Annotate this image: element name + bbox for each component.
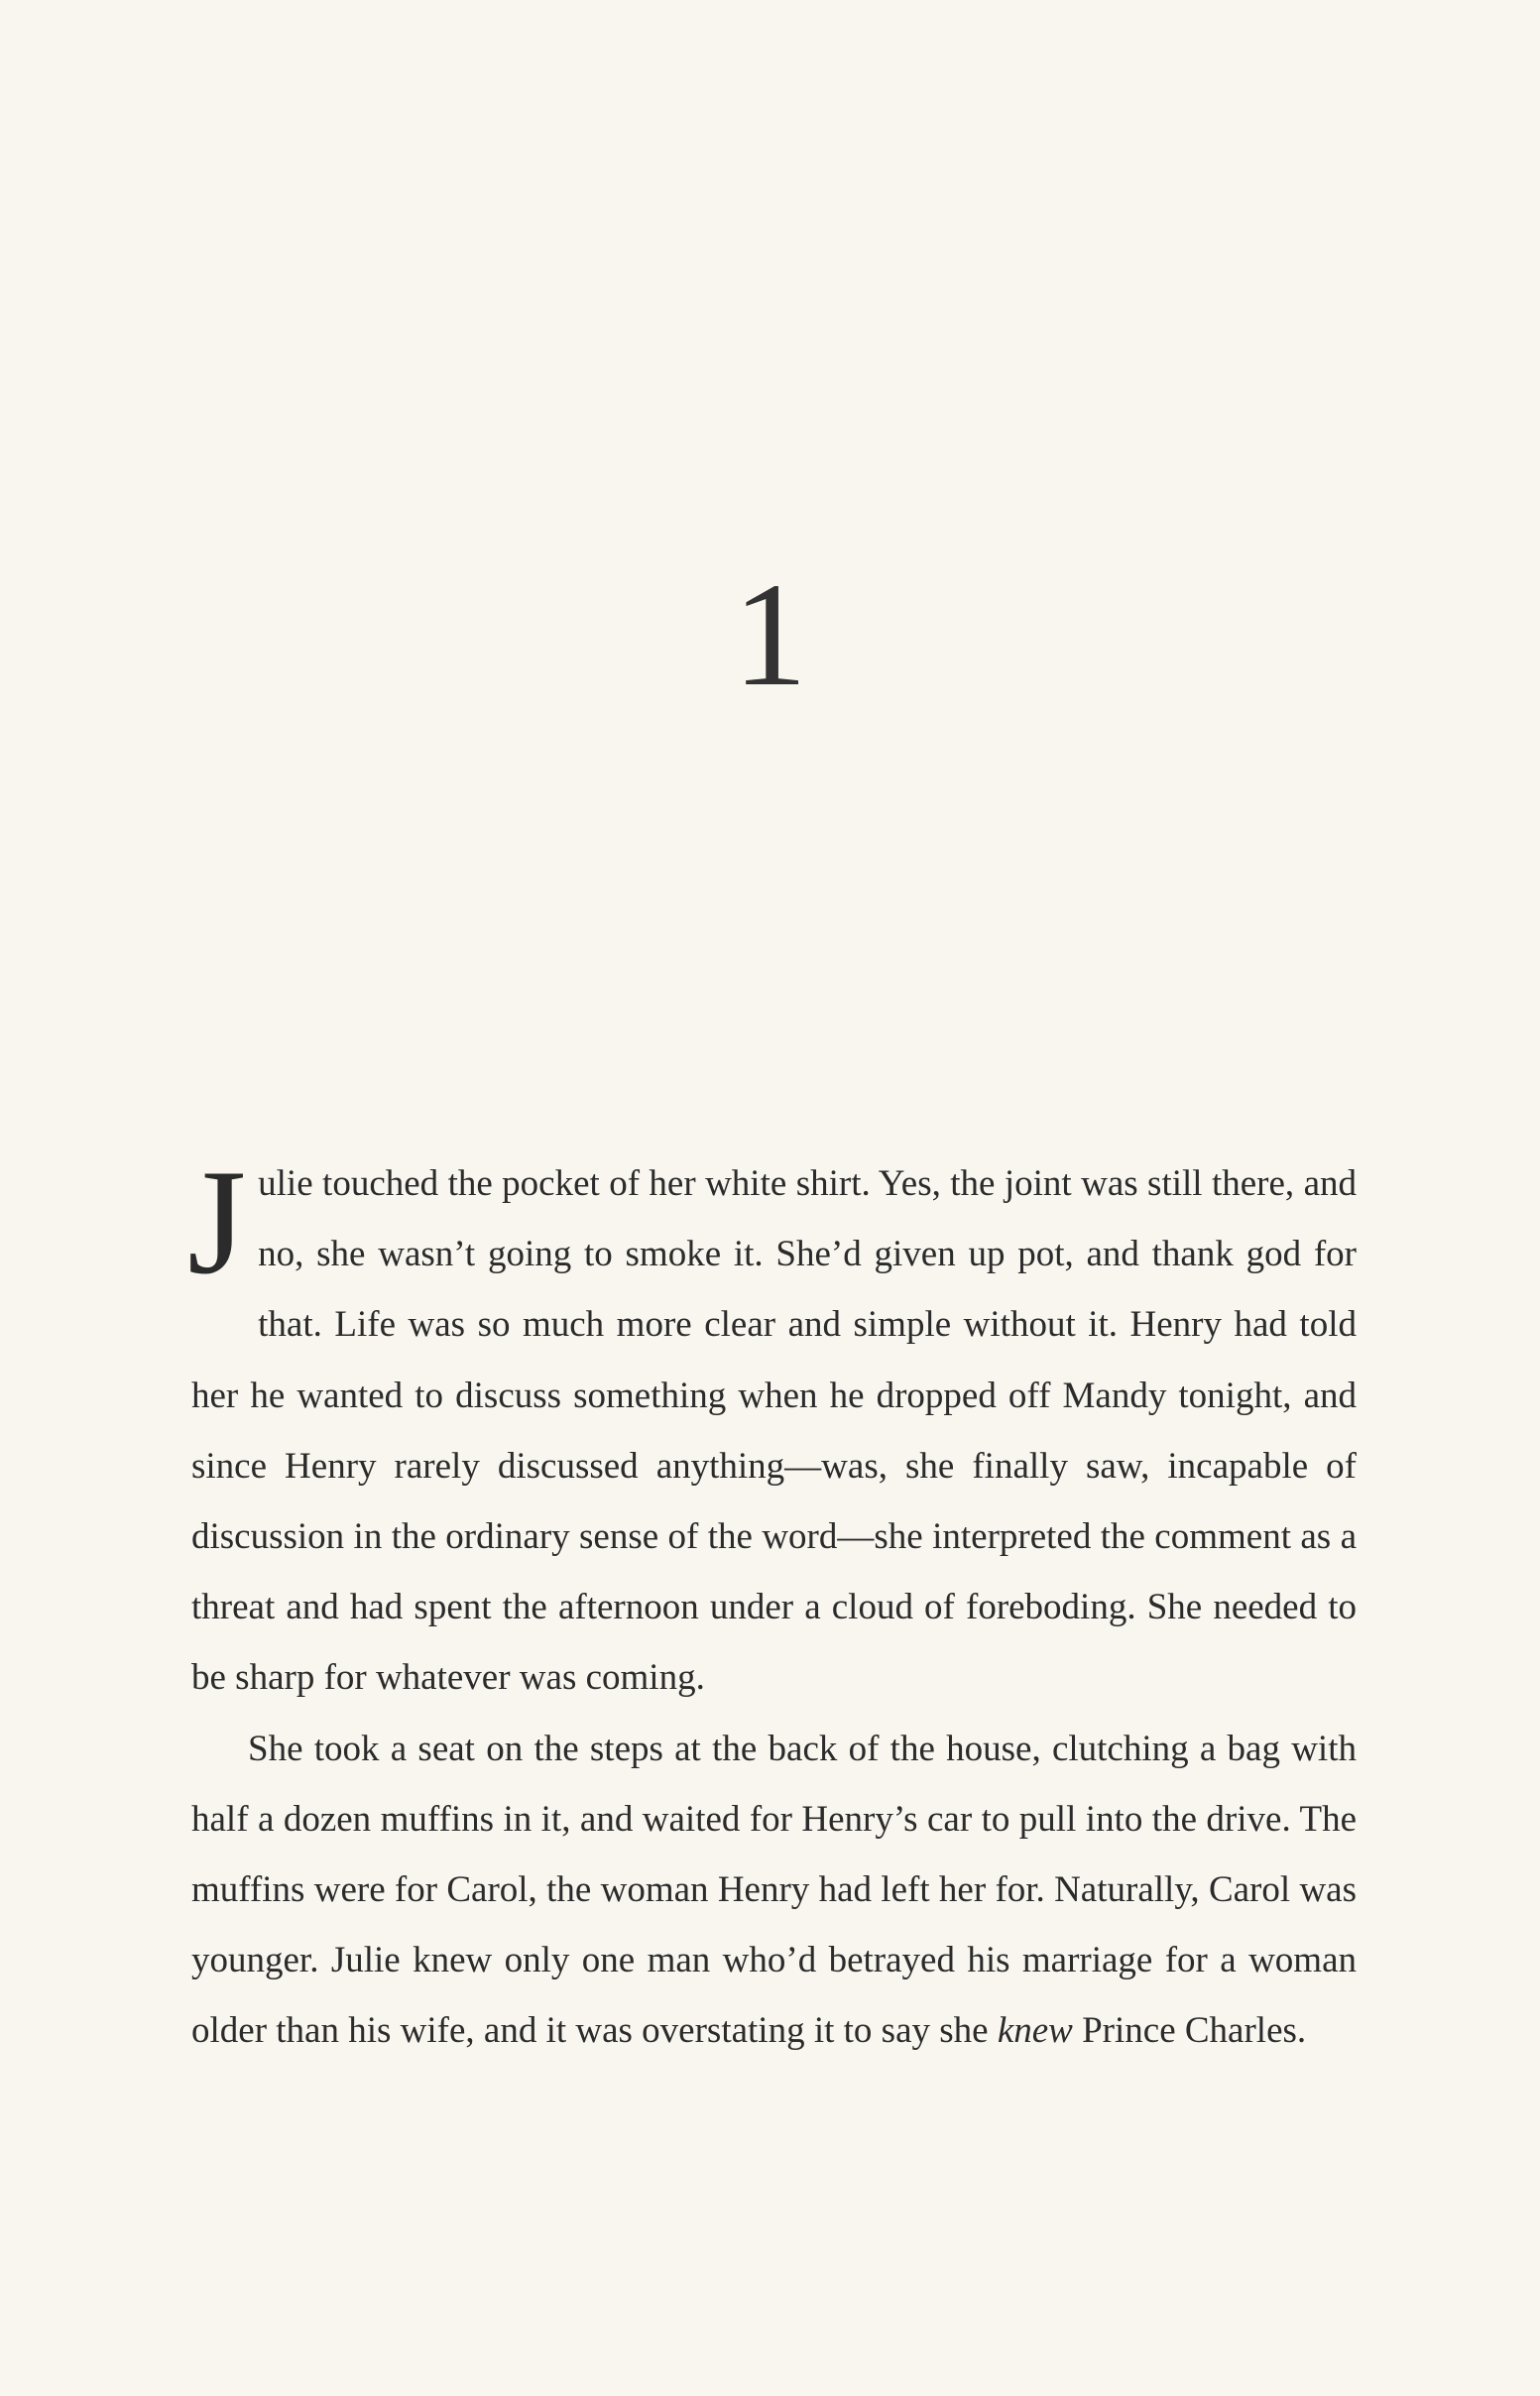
drop-cap: J — [187, 1138, 247, 1305]
chapter-number: 1 — [733, 552, 807, 717]
chapter-body — [187, 1138, 1357, 2067]
paragraph-1-text: ulie touched the pocket of her white shirt. Yes, the joint was still there, and no, she wasn’t going to smoke it. She’d given up pot, and thank god for that. Life was so much more clear and simple without it. Henry had told her he wanted to discuss something when he dropped off Mandy tonight, and since Henry rarely discussed anything—was, she finally saw, incapable of discussion in the ordinary sense of the word—she interpreted the comment as a threat and had spent the afternoon under a cloud of foreboding. She needed to be sharp for whatever was coming. — [191, 1163, 1357, 1699]
paragraph-1 — [187, 1138, 1357, 1714]
paragraph-2 — [191, 1714, 1357, 2067]
paragraph-2-text-end: Prince Charles. — [1072, 2010, 1307, 2052]
paragraph-2-text-start: She took a seat on the steps at the back of the house, clutching a bag with half a dozen muffins in it, and waited for Henry’s car to pull into the drive. The muffins were for Carol, the woman Henry had left her for. Naturally, Carol was younger. Julie knew only one man who’d betrayed his marriage for a woman older than his wife, and it was overstating it to say she — [191, 1728, 1357, 2052]
italic-word: knew — [997, 2010, 1073, 2052]
